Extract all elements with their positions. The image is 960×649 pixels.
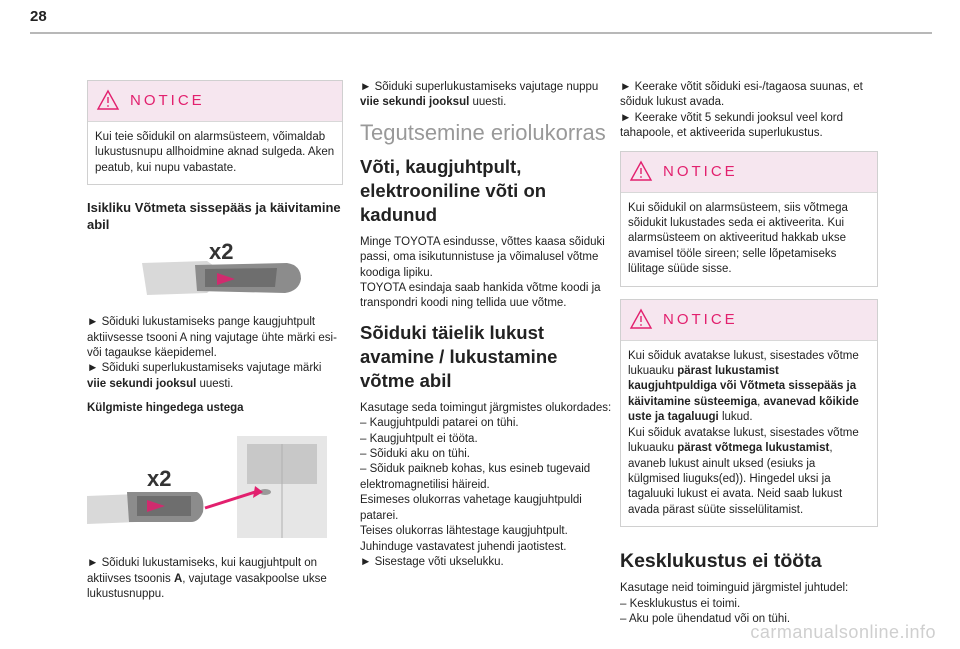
- notice-text-part: lukud.: [718, 411, 753, 424]
- paragraph: Teises olukorras lähtestage kaugjuhtpult.: [360, 525, 568, 538]
- right-column: [620, 80, 878, 636]
- paragraph: ► Sisestage võti ukselukku.: [360, 555, 504, 568]
- notice-title: NOTICE: [130, 92, 205, 109]
- notice-header: [621, 152, 877, 193]
- paragraph: TOYOTA esindaja saab hankida võtme koodi ja transpondri koodi ning tellida uue võtme.: [360, 282, 601, 310]
- list: [360, 416, 616, 493]
- paragraph-text: uuesti.: [469, 96, 507, 109]
- section-heading: Kesklukustus ei tööta: [620, 550, 822, 573]
- van-image: [87, 426, 343, 546]
- list-item: – Sõiduk paikneb kohas, kus esineb tugevaid elektromagnetilisi häireid.: [360, 463, 591, 491]
- notice-text: Kui teie sõidukil on alarmsüsteem, võimaldab lukustusnupu allhoidmine aknad sulgeda. Aken peatub, kui nupu vabastate.: [95, 131, 335, 174]
- van-illustration: [87, 426, 343, 546]
- notice-text-part: Kui sõiduk avatakse lukust, sisestades võtme lukuauku: [628, 349, 859, 378]
- paragraph: [87, 315, 343, 392]
- notice-header: [621, 300, 877, 341]
- list-item: – Kaugjuhtpuldi patarei on tühi.: [360, 417, 519, 430]
- paragraph: [360, 80, 616, 111]
- paragraph-text: ► Keerake võtit sõiduki esi-/tagaosa suunas, et sõiduk lukust avada.: [620, 81, 863, 109]
- section-title: Tegutsemine eriolukorras: [360, 119, 606, 145]
- paragraph-text: , vajutage vasakpoolse ukse lukustusnuppu.: [87, 572, 327, 601]
- middle-column: [360, 80, 616, 579]
- emphasis-text: pärast võtmega lukustamist: [677, 442, 830, 455]
- warning-icon: [96, 89, 120, 111]
- notice-title: NOTICE: [663, 162, 738, 180]
- paragraph: Minge TOYOTA esindusse, võttes kaasa sõiduki passi, oma isikutunnistuse ja võimalusel võtme koodiga lipiku.: [360, 235, 605, 279]
- paragraph: Esimeses olukorras vahetage kaugjuhtpuldi patarei.: [360, 494, 582, 522]
- emphasis-text: pärast lukustamist kaugjuhtpuldiga või Võtmeta sissepääs ja käivitamine süsteemiga: [628, 365, 857, 408]
- section-heading: Sõiduki täielik lukust avamine / lukustamine võtme abil: [360, 321, 558, 391]
- list-item: – Sõiduki aku on tühi.: [360, 448, 470, 461]
- emphasis-text: avanevad kõikide uste ja tagaluugi: [628, 395, 859, 424]
- paragraph-text: ► Sõiduki superlukustamiseks vajutage märki: [87, 362, 322, 375]
- paragraph-text: uuesti.: [196, 377, 234, 390]
- watermark: carmanualsonline.info: [750, 622, 936, 642]
- x2-label: x2: [209, 239, 234, 265]
- notice-text-part: Kui sõiduk avatakse lukust, sisestades võtme lukuauku: [628, 426, 859, 455]
- paragraph: Kasutage neid toiminguid järgmistel juhtudel:: [620, 582, 849, 595]
- notice-text-part: ,: [757, 395, 764, 408]
- left-column: [87, 80, 343, 611]
- paragraph-text: ► Sõiduki superlukustamiseks vajutage nuppu: [360, 81, 599, 93]
- emphasis-text: viie sekundi jooksul: [87, 377, 197, 390]
- notice-header: [88, 81, 342, 122]
- paragraph-text: ► Sõiduki lukustamiseks pange kaugjuhtpult aktiivsesse tsooni A ning vajutage ühte märki esi- või tagaukse käepidemel.: [87, 316, 337, 360]
- paragraph: Juhinduge vastavatest juhendi jaotistest.: [360, 540, 567, 553]
- notice-box: [87, 80, 343, 185]
- subheading: Külgmiste hingedega ustega: [87, 402, 244, 415]
- paragraph: [87, 556, 343, 602]
- section-heading: Isikliku Võtmeta sissepääs ja käivitamine abil: [87, 200, 341, 233]
- emphasis-text: viie sekundi jooksul: [360, 96, 470, 109]
- notice-text: Kui sõidukil on alarmsüsteem, siis võtmega sõidukit lukustades seda ei aktiveerita. Kui alarmsüsteem on aktiveeritud hakkab ukse avamisel tööle sireen; selle lõpetamiseks lülitage süüde sisse.: [628, 201, 848, 276]
- page-number: 28: [30, 8, 47, 25]
- x2-label: x2: [147, 466, 172, 492]
- notice-box: [620, 299, 878, 527]
- paragraph-text: ► Keerake võtit 5 sekundi jooksul veel kord tahapoole, et aktiveerida superlukustus.: [620, 111, 843, 140]
- paragraph: Kasutage seda toimingut järgmistes olukordades:: [360, 401, 612, 414]
- paragraph-text: ► Sõiduki lukustamiseks, kui kaugjuhtpult on aktiivses tsoonis: [87, 557, 317, 585]
- header-divider: [30, 32, 932, 34]
- paragraph: [620, 80, 878, 142]
- warning-icon: [629, 160, 653, 182]
- notice-text: [621, 341, 877, 526]
- notice-title: NOTICE: [663, 310, 738, 328]
- list-item: – Aku pole ühendatud või on tühi.: [620, 612, 791, 625]
- notice-box: [620, 151, 878, 287]
- section-heading: Võti, kaugjuhtpult, elektrooniline võti on kadunud: [360, 155, 547, 225]
- emphasis-text: A: [173, 572, 183, 585]
- handle-illustration: [87, 239, 343, 305]
- notice-text-part: , avaneb lukust ainult uksed (esiuks ja külgmised liuguks(ed)). Hingedel uksi ja tagaluuki lukust ei avata. Neid saab lukust avada pärast süüte sisselülitamist.: [628, 442, 843, 516]
- list-item: – Kaugjuhtpult ei tööta.: [360, 432, 478, 445]
- list-item: – Kesklukustus ei toimi.: [620, 597, 741, 610]
- warning-icon: [629, 308, 653, 330]
